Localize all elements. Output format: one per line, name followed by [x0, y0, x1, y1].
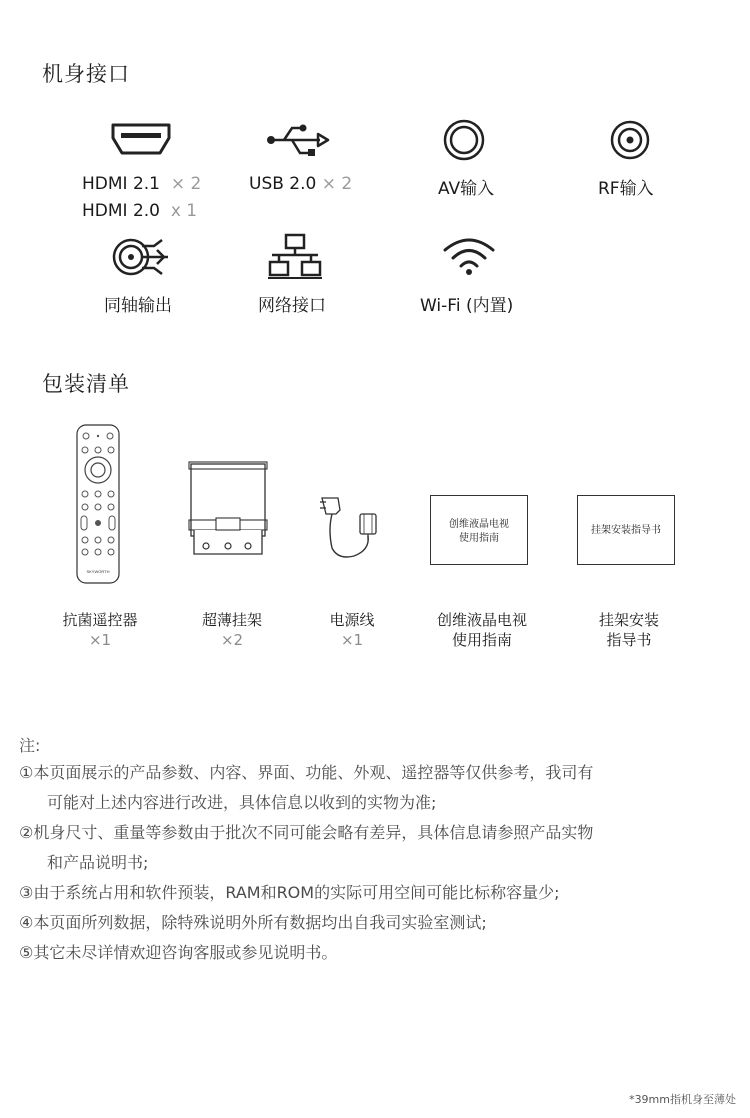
remote-mult: ×1 [88, 631, 112, 649]
hdmi21-mult: × 2 [170, 174, 202, 194]
bracket-mult: ×2 [220, 631, 244, 649]
interfaces-title: 机身接口 [42, 62, 130, 86]
guide-book-image [577, 495, 675, 565]
package-item-guide [569, 610, 689, 650]
wifi-label: Wi-Fi (内置) [420, 296, 514, 316]
usb-name: USB 2.0 [249, 174, 317, 194]
usb-mult: × 2 [321, 174, 353, 194]
manual-name-line2: 使用指南 [451, 631, 512, 649]
av-icon [443, 119, 485, 161]
package-item-bracket [172, 610, 292, 650]
guide-cover-text: 挂架安装指导书 [591, 525, 661, 536]
manual-cover-line2: 使用指南 [459, 533, 499, 544]
package-item-power-cord [292, 610, 412, 650]
bracket-name: 超薄挂架 [201, 611, 262, 629]
hdmi20-mult: x 1 [170, 201, 198, 221]
note-line-1-cont: 可能对上述内容进行改进，具体信息以收到的实物为准; [47, 793, 437, 812]
power-cord-mult: ×1 [340, 631, 364, 649]
network-label: 网络接口 [258, 296, 326, 316]
usb-icon [266, 122, 330, 158]
remote-name: 抗菌遥控器 [62, 611, 138, 629]
manual-cover-line1: 创维液晶电视 [449, 519, 509, 530]
hdmi21-label [82, 174, 201, 194]
hdmi21-name: HDMI 2.1 [82, 174, 160, 194]
av-label: AV输入 [438, 179, 495, 199]
note-line-5: ⑤其它未尽详情欢迎咨询客服或参见说明书。 [19, 943, 338, 962]
package-item-manual [422, 610, 542, 650]
usb-label [249, 174, 352, 194]
package-item-remote [40, 610, 160, 650]
footnote: *39mm指机身至薄处 [629, 1093, 736, 1106]
wall-mount-image [188, 462, 268, 566]
hdmi20-label [82, 201, 197, 221]
coaxial-icon [112, 236, 170, 278]
power-cord-image [318, 490, 382, 564]
note-line-4: ④本页面所列数据，除特殊说明外所有数据均出自我司实验室测试; [19, 913, 487, 932]
remote-control-image [76, 424, 120, 584]
notes-title: 注: [19, 736, 41, 755]
rf-label: RF输入 [598, 179, 654, 199]
power-cord-name: 电源线 [329, 611, 375, 629]
remote-brand-text: SKYWORTH [86, 569, 110, 574]
notes-list [19, 758, 593, 968]
package-title: 包装清单 [42, 372, 130, 396]
note-line-3: ③由于系统占用和软件预装，RAM和ROM的实际可用空间可能比标称容量少; [19, 883, 560, 902]
note-line-2: ②机身尺寸、重量等参数由于批次不同可能会略有差异，具体信息请参照产品实物 [19, 823, 594, 842]
coaxial-label: 同轴输出 [104, 296, 172, 316]
wifi-icon [442, 238, 496, 276]
note-line-1: ①本页面展示的产品参数、内容、界面、功能、外观、遥控器等仅供参考，我司有 [19, 763, 594, 782]
guide-name-line1: 挂架安装 [598, 611, 659, 629]
hdmi-icon [110, 122, 172, 156]
note-line-2-cont: 和产品说明书; [47, 853, 149, 872]
rf-icon [610, 120, 650, 160]
network-icon [268, 233, 322, 279]
manual-name-line1: 创维液晶电视 [436, 611, 527, 629]
hdmi20-name: HDMI 2.0 [82, 201, 160, 221]
guide-name-line2: 指导书 [606, 631, 652, 649]
manual-book-image [430, 495, 528, 565]
